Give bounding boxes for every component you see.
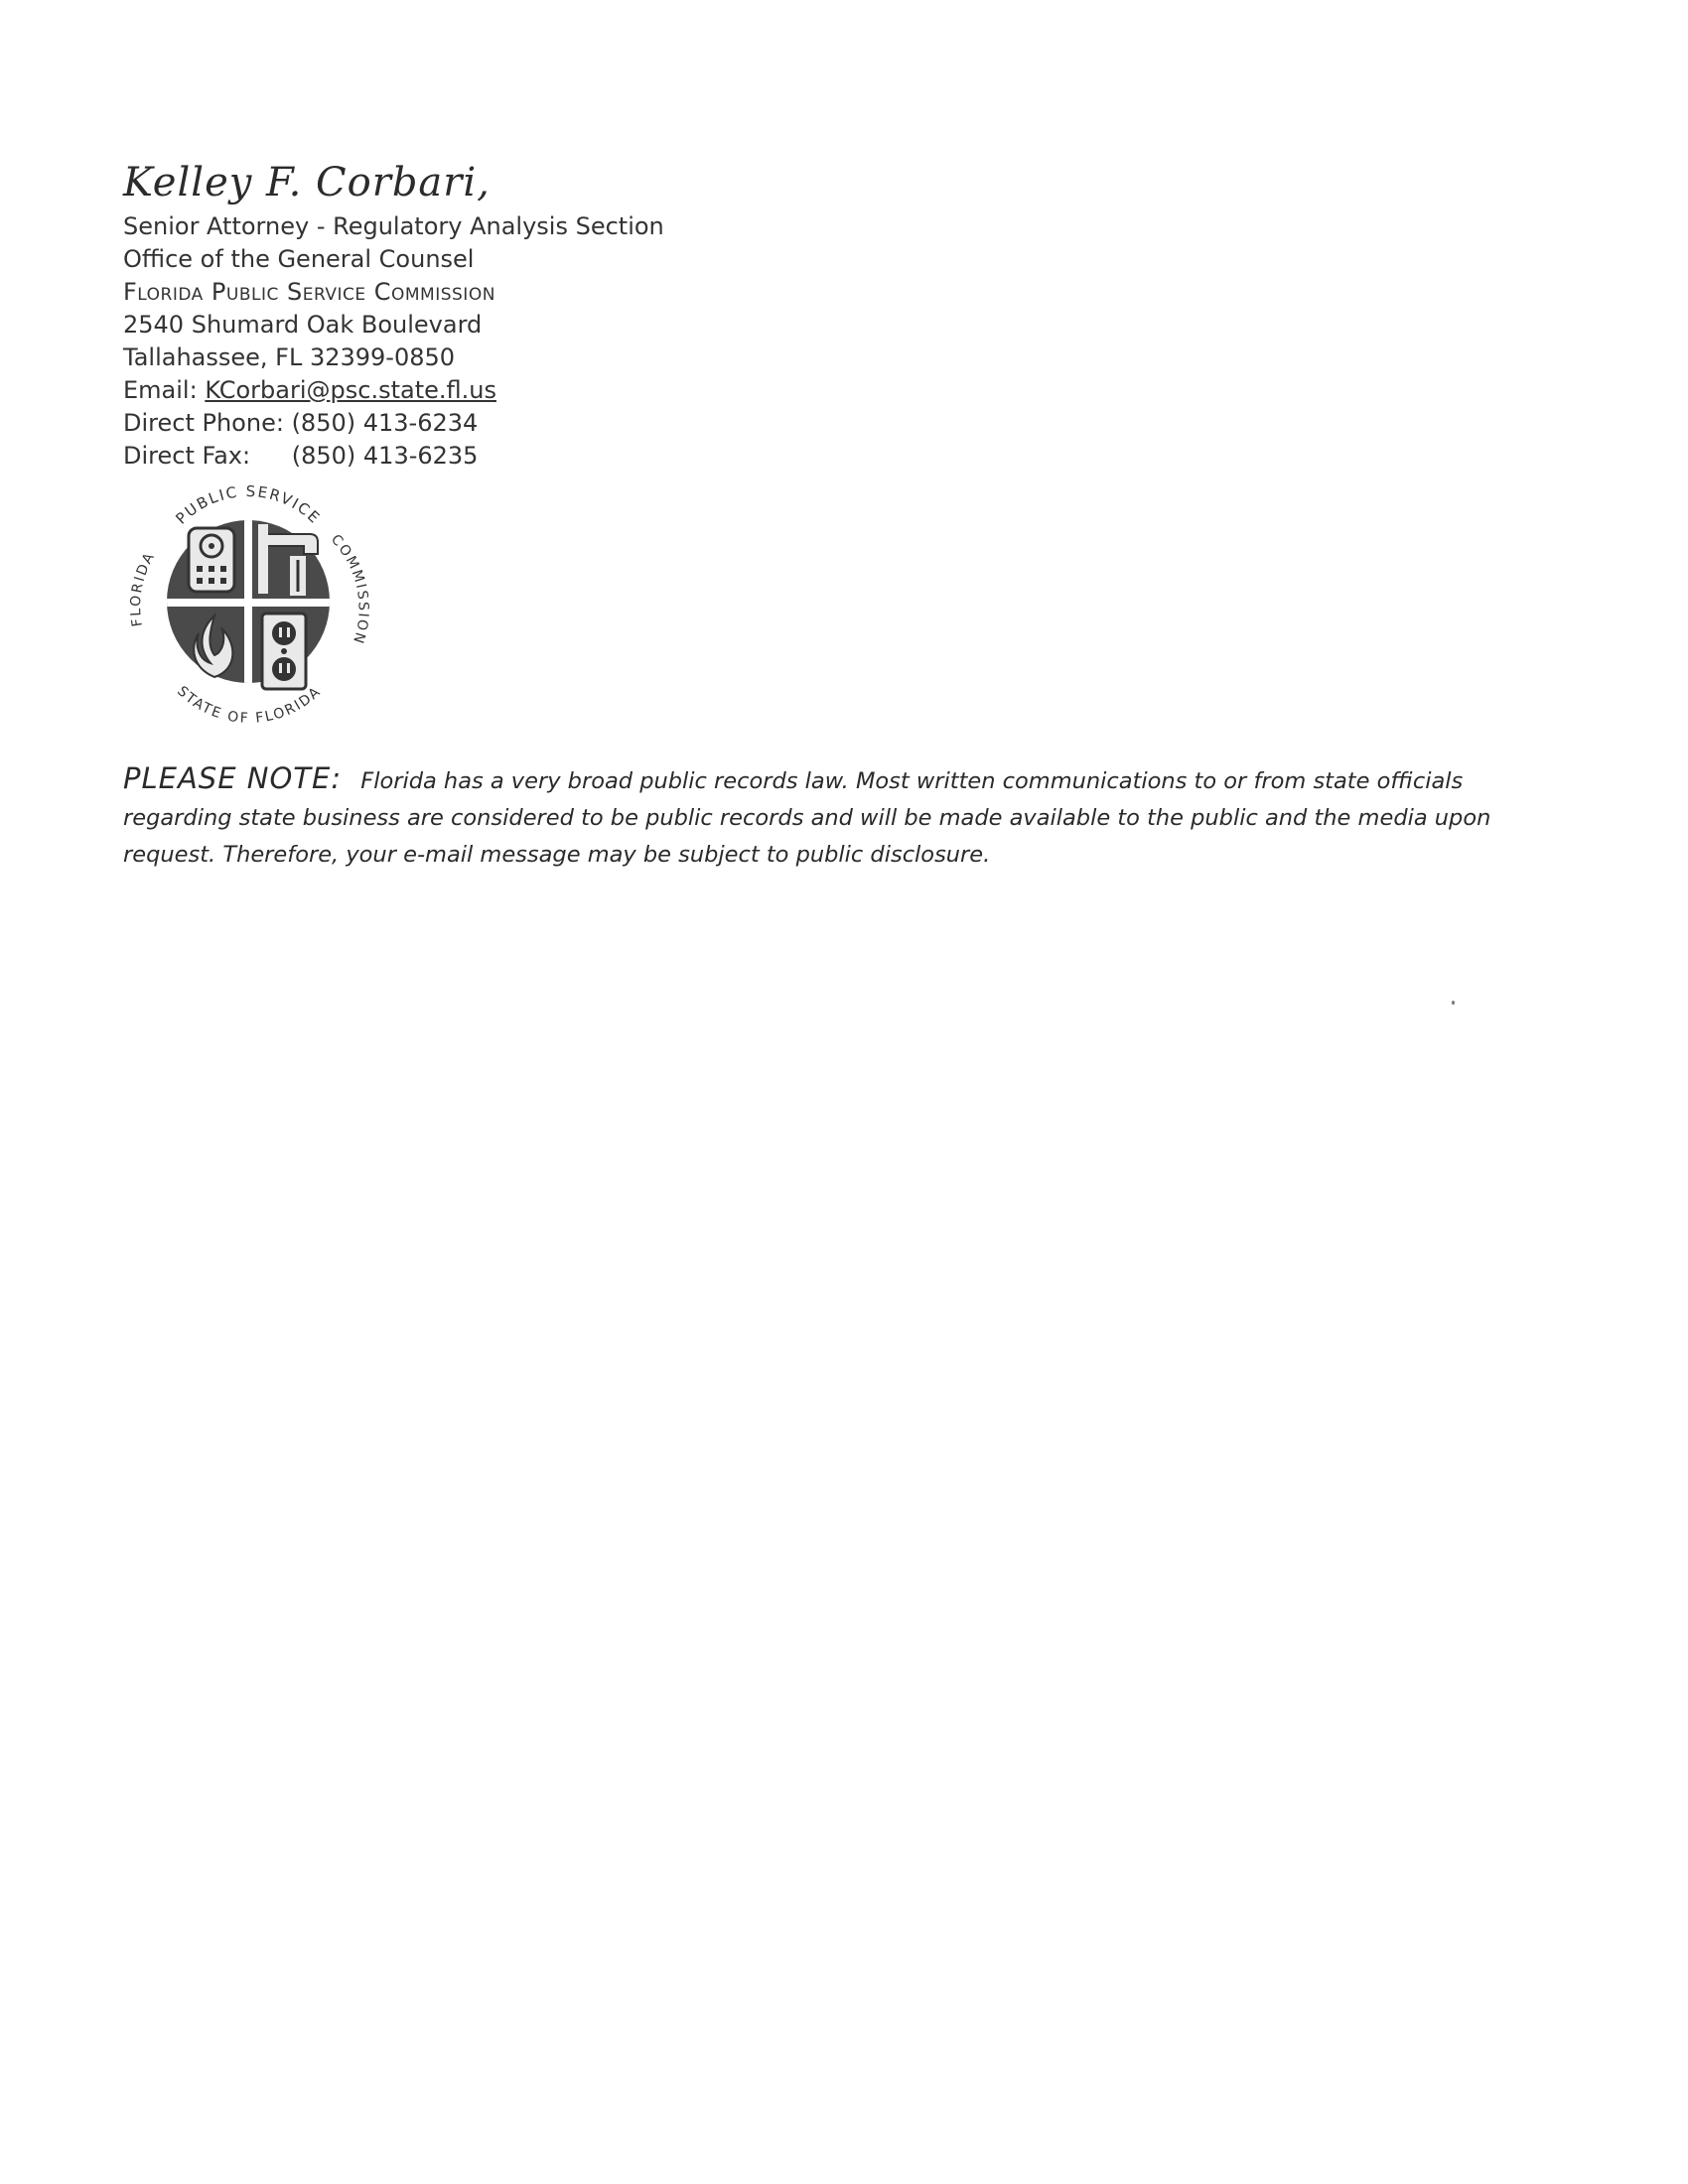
signer-office: Office of the General Counsel (123, 245, 475, 273)
seal-top-text: PUBLIC SERVICE (172, 484, 325, 528)
psc-seal-logo (119, 484, 379, 723)
scan-speck (1452, 1001, 1455, 1005)
email-signature (123, 159, 1017, 473)
address-line-2: Tallahassee, FL 32399-0850 (123, 343, 456, 371)
public-records-notice (123, 760, 1573, 874)
address-line-1: 2540 Shumard Oak Boulevard (123, 311, 483, 339)
seal-right-text: COMMISSION (327, 531, 371, 647)
signer-organization: Florida Public Service Commission (123, 278, 495, 306)
signer-title: Senior Attorney - Regulatory Analysis Section (123, 212, 664, 240)
email-link[interactable]: KCorbari@psc.state.fl.us (205, 376, 496, 404)
telephone-icon (189, 528, 234, 592)
phone-row (123, 407, 1017, 440)
phone-number: (850) 413-6234 (291, 409, 479, 437)
electric-outlet-icon (262, 614, 306, 689)
email-row (123, 374, 1017, 407)
email-label: Email: (123, 376, 198, 404)
fax-row (123, 440, 1017, 473)
seal-left-text: FLORIDA (127, 548, 159, 628)
fax-label: Direct Fax: (123, 442, 251, 470)
notice-label: PLEASE NOTE: (123, 761, 343, 795)
notice-text: Florida has a very broad public records law. Most written communications to or from state officials regarding state business are considered to be public records and will be made available to the public and the media upon request. Therefore, your e-mail message may be subject to public disclosure. (123, 768, 1491, 868)
signer-name: Kelley F. Corbari, (123, 160, 491, 205)
seal-bottom-text: STATE OF FLORIDA (174, 683, 325, 723)
phone-label: Direct Phone: (123, 409, 284, 437)
fax-number: (850) 413-6235 (291, 442, 479, 470)
